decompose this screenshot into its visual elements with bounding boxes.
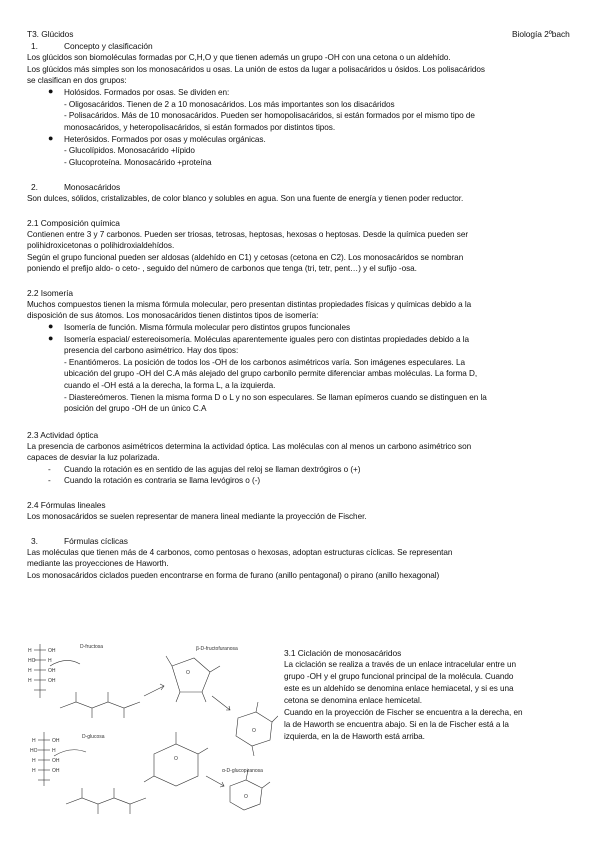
s3-line-3: Los monosacáridos ciclados pueden encontrarse en forma de furano (anillo pentagonal) o pirano (anillo hexagonal) bbox=[27, 571, 440, 580]
svg-text:H: H bbox=[28, 678, 32, 684]
s1-oligosacaridos: - Oligosacáridos. Tienen de 2 a 10 monosacáridos. Los más importantes son los disacáridos bbox=[64, 100, 395, 109]
svg-text:OH: OH bbox=[48, 648, 56, 654]
s22-line-1: Muchos compuestos tienen la misma fórmula molecular, pero presentan distintas propiedades físicas y químicas debido a la bbox=[27, 300, 472, 309]
section-2-2-title: 2.2 Isomería bbox=[27, 288, 73, 298]
s22-enantiomeros-1: - Enantiómeros. La posición de todos los -OH de los carbonos asimétricos varía. Son imágenes especulares. La bbox=[64, 358, 466, 367]
s22-enantiomeros-3: cuando el -OH está a la derecha, la forma L, a la izquierda. bbox=[64, 381, 276, 390]
s22-diastereomeros-1: - Diastereómeros. Tienen la misma forma D o L y no son especulares. Se llaman epímeros cuando se distinguen en la bbox=[64, 393, 487, 402]
cyclization-diagram bbox=[26, 636, 278, 826]
bullet-icon: ● bbox=[48, 133, 54, 143]
s23-line-1: La presencia de carbonos asimétricos determina la actividad óptica. Las moléculas con al menos un carbono asimétrico son bbox=[27, 442, 472, 451]
svg-text:H: H bbox=[28, 668, 32, 674]
s1-bullet-heterosidos: Heterósidos. Formados por osas y moléculas orgánicas. bbox=[64, 135, 266, 144]
s31-line-5: Cuando en la proyección de Fischer se encuentra a la derecha, en bbox=[284, 708, 523, 717]
s3-line-1: Las moléculas que tienen más de 4 carbonos, como pentosas o hexosas, adoptan estructuras cíclicas. Se representan bbox=[27, 548, 453, 557]
section-2-1-title: 2.1 Composición química bbox=[27, 218, 120, 228]
svg-text:OH: OH bbox=[52, 768, 60, 774]
s3-line-2: mediante las proyecciones de Haworth. bbox=[27, 559, 169, 568]
s1-polisacaridos-2: monosacáridos, y heteropolisacáridos, si están formados por distintos tipos. bbox=[64, 123, 336, 132]
svg-text:OH: OH bbox=[48, 668, 56, 674]
cyclization-figure bbox=[26, 636, 278, 826]
svg-text:HO: HO bbox=[28, 658, 36, 664]
s22-diastereomeros-2: posición del grupo -OH de un único C.A bbox=[64, 404, 207, 413]
s21-line-4: poniendo el prefijo aldo- o ceto- , seguido del número de carbonos que tenga (tri, tetr, pent…) y el sufijo -osa. bbox=[27, 264, 417, 273]
svg-text:OH: OH bbox=[52, 738, 60, 744]
s2-paragraph-1: Son dulces, sólidos, cristalizables, de color blanco y solubles en agua. Son una fuente de energía y tienen poder reductor. bbox=[27, 194, 464, 203]
bullet-icon: ● bbox=[48, 333, 54, 343]
s1-paragraph-2b: se clasifican en dos grupos: bbox=[27, 76, 127, 85]
bullet-icon: ● bbox=[48, 321, 54, 331]
s21-line-3: Según el grupo funcional pueden ser aldosas (aldehído en C1) y cetosas (cetona en C2). Los monosacáridos se nombran bbox=[27, 253, 464, 262]
s1-paragraph-1: Los glúcidos son biomoléculas formadas por C,H,O y que tienen además un grupo -OH con una cetona o un aldehído. bbox=[27, 53, 451, 62]
s22-isomeria-espacial-1: Isomería espacial/ estereoisomería. Moléculas aparentemente iguales pero con distintas propiedades debido a la bbox=[64, 335, 470, 344]
svg-text:OH: OH bbox=[52, 758, 60, 764]
s21-line-1: Contienen entre 3 y 7 carbonos. Pueden ser triosas, tetrosas, heptosas, hexosas o heptosas. Desde la química pueden ser bbox=[27, 230, 468, 239]
section-2-4-title: 2.4 Fórmulas lineales bbox=[27, 500, 106, 510]
figure-label-fructofuranose: β-D-fructofuranosa bbox=[196, 646, 238, 652]
svg-text:O: O bbox=[174, 756, 178, 762]
s22-isomeria-espacial-2: presencia del carbono asimétrico. Hay dos tipos: bbox=[64, 346, 239, 355]
header-right: Biología 2ºbach bbox=[512, 29, 570, 39]
s1-paragraph-2a: Los glúcidos más simples son los monosacáridos u osas. La unión de estos da lugar a polisacáridos u ósidos. Los polisacáridos bbox=[27, 65, 485, 74]
svg-text:H: H bbox=[48, 658, 52, 664]
svg-text:HO: HO bbox=[30, 748, 38, 754]
s31-line-1: La ciclación se realiza a través de un enlace intracelular entre un bbox=[284, 660, 516, 669]
s1-glucoproteina: - Glucoproteína. Monosacárido +proteína bbox=[64, 158, 212, 167]
svg-text:O: O bbox=[244, 794, 248, 800]
dash-marker: - bbox=[48, 476, 51, 485]
svg-text:O: O bbox=[186, 670, 190, 676]
svg-text:H: H bbox=[52, 748, 56, 754]
s31-line-6: la de Haworth se encuentra abajo. Si en la de Fischer está a la bbox=[284, 720, 509, 729]
s1-polisacaridos-1: - Polisacáridos. Más de 10 monosacáridos. Pueden ser homopolisacáridos, si están formados por el mismo tipo de bbox=[64, 111, 475, 120]
s23-dextrogiros: Cuando la rotación es en sentido de las agujas del reloj se llaman dextrógiros o (+) bbox=[64, 465, 361, 474]
section-3-title: Fórmulas cíclicas bbox=[64, 536, 128, 546]
section-3-number: 3. bbox=[31, 536, 38, 546]
section-1-number: 1. bbox=[31, 41, 38, 51]
header-left: T3. Glúcidos bbox=[27, 29, 74, 39]
svg-text:H: H bbox=[32, 758, 36, 764]
s23-levogiros: Cuando la rotación es contraria se llama levógiros o (-) bbox=[64, 476, 261, 485]
dash-marker: - bbox=[48, 465, 51, 474]
section-2-title: Monosacáridos bbox=[64, 182, 121, 192]
s1-bullet-holosidos: Holósidos. Formados por osas. Se dividen en: bbox=[64, 88, 230, 97]
s31-line-4: cetona se denomina enlace hemicetal. bbox=[284, 696, 422, 705]
svg-text:H: H bbox=[32, 738, 36, 744]
svg-text:H: H bbox=[28, 648, 32, 654]
section-1-title: Concepto y clasificación bbox=[64, 41, 153, 51]
s24-line-1: Los monosacáridos se suelen representar de manera lineal mediante la proyección de Fischer. bbox=[27, 512, 367, 521]
s31-line-3: este es un aldehído se denomina enlace hemiacetal, y si es una bbox=[284, 684, 514, 693]
figure-label-glucose: D-glucosa bbox=[82, 734, 105, 740]
s31-line-7: izquierda, en la de Haworth está arriba. bbox=[284, 732, 425, 741]
s22-isomeria-funcion: Isomería de función. Misma fórmula molecular pero distintos grupos funcionales bbox=[64, 323, 350, 332]
s21-line-2: polihidroxicetonas o polihidroxialdehídos. bbox=[27, 241, 175, 250]
figure-label-fructose: D-fructosa bbox=[80, 644, 104, 650]
s23-line-2: capaces de desviar la luz polarizada. bbox=[27, 453, 160, 462]
svg-text:OH: OH bbox=[48, 678, 56, 684]
svg-text:O: O bbox=[252, 728, 256, 734]
section-3-1-title: 3.1 Ciclación de monosacáridos bbox=[284, 648, 402, 658]
section-2-number: 2. bbox=[31, 182, 38, 192]
s31-line-2: grupo -OH y el grupo funcional principal de la molécula. Cuando bbox=[284, 672, 514, 681]
svg-text:H: H bbox=[32, 768, 36, 774]
s22-enantiomeros-2: ubicación del grupo -OH del C.A más alejado del grupo carbonilo permite diferenciar ambas moléculas. La forma D, bbox=[64, 369, 478, 378]
s1-glucolipidos: - Glucolípidos. Monosacárido +lípido bbox=[64, 146, 195, 155]
section-2-3-title: 2.3 Actividad óptica bbox=[27, 430, 99, 440]
s22-line-2: disposición de sus átomos. Los monosacáridos tienen distintos tipos de isomería: bbox=[27, 311, 319, 320]
figure-label-glucopyranose: α-D-glucopiranosa bbox=[222, 768, 263, 774]
bullet-icon: ● bbox=[48, 86, 54, 96]
